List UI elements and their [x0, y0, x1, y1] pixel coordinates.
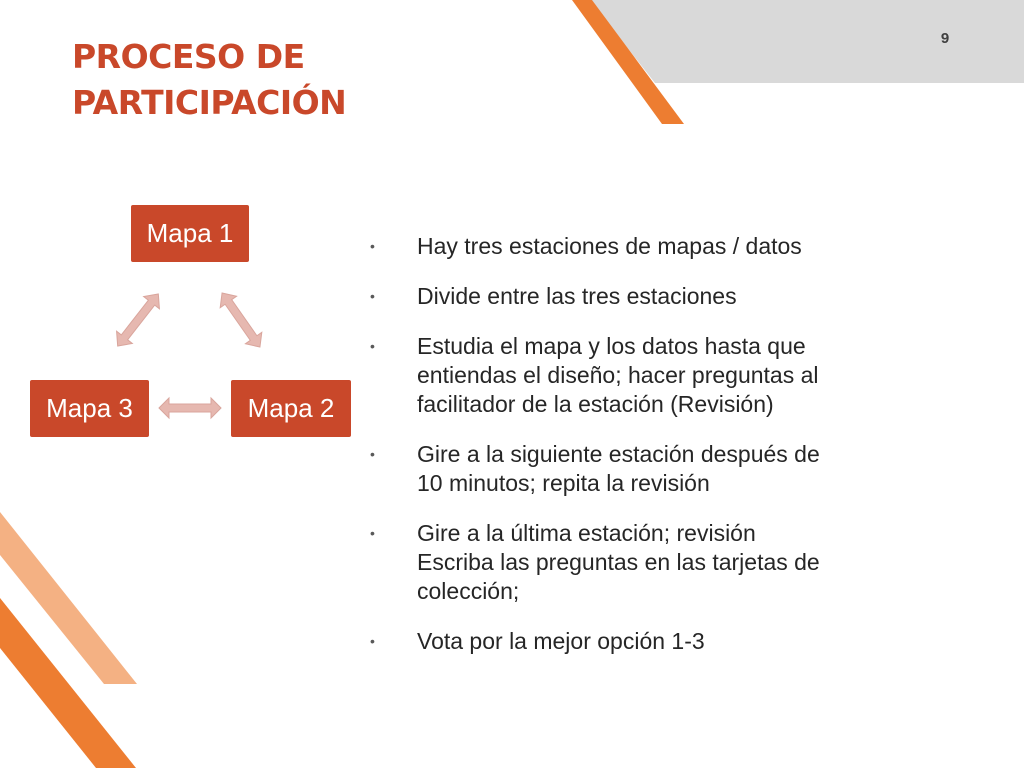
slide-title-line-2: PARTICIPACIÓN: [72, 83, 347, 122]
bullet-item: [370, 627, 910, 656]
map-1-label: Mapa 1: [146, 218, 234, 248]
bullet-marker: •: [370, 525, 375, 541]
map-2-label: Mapa 2: [247, 393, 335, 423]
bullet-text: Gire a la siguiente estación después de 10 minutos; repita la revisión: [417, 441, 820, 496]
bullet-marker: •: [370, 338, 375, 354]
bullet-marker: •: [370, 288, 375, 304]
bullet-item: [370, 282, 910, 311]
arrow-map1-map2: [214, 287, 268, 353]
arrow-map3-map2: [159, 398, 221, 418]
slide-title-line-1: PROCESO DE: [72, 37, 305, 76]
bullet-text: Hay tres estaciones de mapas / datos: [417, 233, 802, 259]
bullet-marker: •: [370, 446, 375, 462]
bullet-item: [370, 519, 910, 606]
bullet-marker: •: [370, 633, 375, 649]
bullet-text: Gire a la última estación; revisión Escriba las preguntas en las tarjetas de colección;: [417, 520, 820, 604]
bullet-item: [370, 332, 910, 419]
bullet-marker: •: [370, 238, 375, 254]
map-2-box: [231, 380, 351, 437]
map-3-box: [30, 380, 149, 437]
page-number: 9: [940, 30, 950, 47]
map-3-label: Mapa 3: [46, 393, 133, 423]
arrow-map1-map3: [110, 288, 166, 352]
bullet-item: [370, 440, 910, 498]
bullet-text: Vota por la mejor opción 1-3: [417, 628, 705, 654]
map-1-box: [131, 205, 249, 262]
bullet-text: Estudia el mapa y los datos hasta que entiendas el diseño; hacer preguntas al facilitador de la estación (Revisión): [417, 333, 819, 417]
bullet-list: [370, 232, 910, 677]
bullet-text: Divide entre las tres estaciones: [417, 283, 737, 309]
bullet-item: [370, 232, 910, 261]
